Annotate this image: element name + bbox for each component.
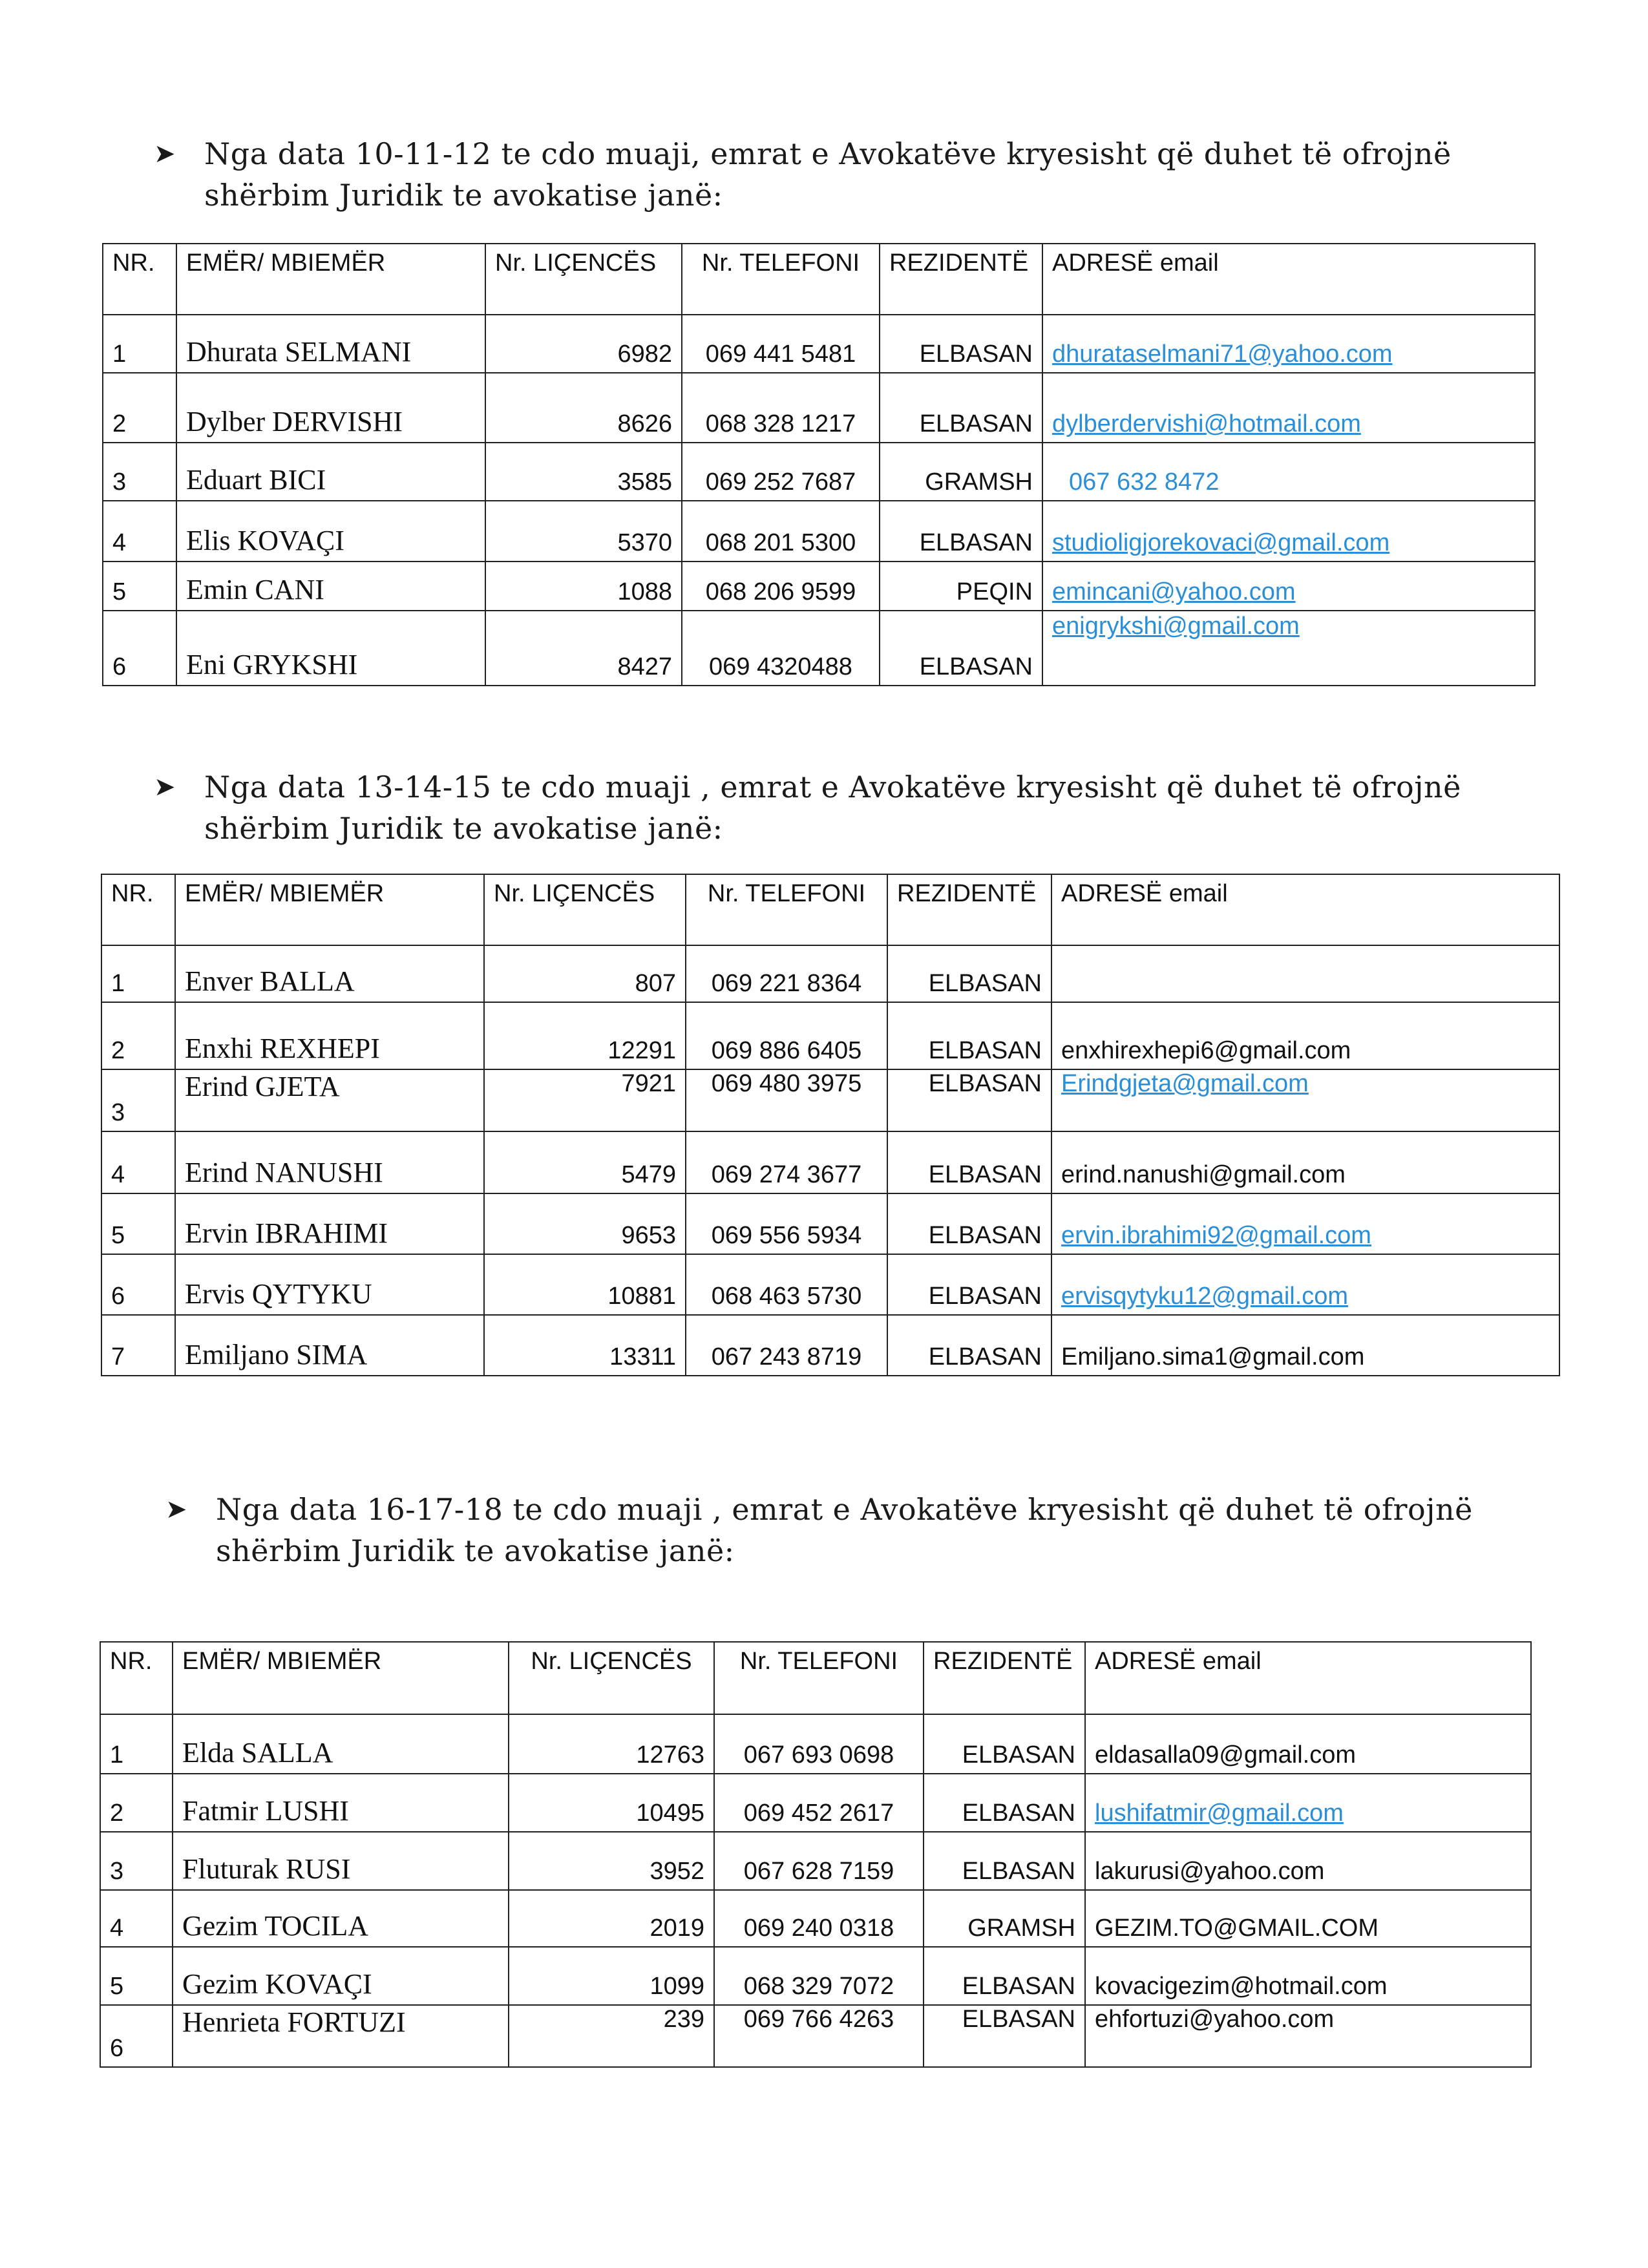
email-link[interactable]: Erindgjeta@gmail.com [1051,1069,1559,1131]
resident-city: ELBASAN [924,2005,1085,2067]
heading-line: shërbim Juridik te avokatise janë: [204,811,723,846]
table-row [100,1890,1531,1947]
table-row [100,1714,1531,1774]
table-header-row [100,1642,1531,1714]
row-number: 5 [100,1947,173,2005]
header-name: EMËR/ MBIEMËR [176,244,485,315]
header-phone: Nr. TELEFONI [714,1642,924,1714]
header-phone: Nr. TELEFONI [686,874,887,945]
phone-number: 069 4320488 [682,611,880,686]
license-number: 1088 [485,562,682,611]
email-text: GEZIM.TO@GMAIL.COM [1085,1890,1531,1947]
resident-city: ELBASAN [887,1069,1051,1131]
table-row [103,443,1535,501]
phone-number: 069 452 2617 [714,1774,924,1832]
email-text: Emiljano.sima1@gmail.com [1051,1315,1559,1376]
license-number: 12763 [509,1714,714,1774]
row-number: 4 [103,501,176,562]
lawyers-table [102,243,1536,686]
resident-city: ELBASAN [924,1832,1085,1890]
lawyers-table [101,874,1560,1376]
table-row [103,611,1535,686]
phone-number: 068 463 5730 [686,1254,887,1315]
row-number: 2 [101,1002,175,1069]
resident-city: ELBASAN [887,1002,1051,1069]
row-number: 6 [100,2005,173,2067]
lawyer-name: Ervin IBRAHIMI [175,1193,484,1254]
resident-city: ELBASAN [924,1947,1085,2005]
email-link[interactable]: lushifatmir@gmail.com [1085,1774,1531,1832]
license-number: 7921 [484,1069,686,1131]
lawyer-name: Gezim KOVAÇI [173,1947,509,2005]
table-row [101,945,1559,1002]
license-number: 239 [509,2005,714,2067]
resident-city: ELBASAN [880,501,1042,562]
row-number: 1 [101,945,175,1002]
row-number: 2 [100,1774,173,1832]
license-number: 9653 [484,1193,686,1254]
table-header-row [101,874,1559,945]
lawyer-name: Enxhi REXHEPI [175,1002,484,1069]
license-number: 13311 [484,1315,686,1376]
lawyer-name: Eni GRYKSHI [176,611,485,686]
resident-city: ELBASAN [887,1254,1051,1315]
license-number: 10881 [484,1254,686,1315]
row-number: 4 [101,1131,175,1193]
email-text: enxhirexhepi6@gmail.com [1051,1002,1559,1069]
table-row [101,1069,1559,1131]
row-number: 6 [101,1254,175,1315]
resident-city: PEQIN [880,562,1042,611]
heading-line: shërbim Juridik te avokatise janë: [216,1533,735,1568]
email-phone-text: 067 632 8472 [1042,443,1535,501]
lawyer-name: Dylber DERVISHI [176,373,485,443]
phone-number: 069 252 7687 [682,443,880,501]
email-link[interactable]: emincani@yahoo.com [1042,562,1535,611]
header-name: EMËR/ MBIEMËR [173,1642,509,1714]
arrow-bullet-icon: ➤ [154,772,176,802]
license-number: 8626 [485,373,682,443]
row-number: 2 [103,373,176,443]
heading-line: Nga data 16-17-18 te cdo muaji , emrat e Avokatëve kryesisht që duhet të ofrojnë [216,1492,1473,1527]
phone-number: 068 329 7072 [714,1947,924,2005]
header-name: EMËR/ MBIEMËR [175,874,484,945]
header-resident: REZIDENTË [887,874,1051,945]
license-number: 5479 [484,1131,686,1193]
phone-number: 069 221 8364 [686,945,887,1002]
row-number: 1 [103,315,176,373]
row-number: 6 [103,611,176,686]
email-text: ehfortuzi@yahoo.com [1085,2005,1531,2067]
email-text: eldasalla09@gmail.com [1085,1714,1531,1774]
phone-number: 069 274 3677 [686,1131,887,1193]
resident-city: ELBASAN [880,373,1042,443]
lawyer-name: Emiljano SIMA [175,1315,484,1376]
license-number: 6982 [485,315,682,373]
table-header-row [103,244,1535,315]
license-number: 3952 [509,1832,714,1890]
header-nr: NR. [100,1642,173,1714]
license-number: 12291 [484,1002,686,1069]
phone-number: 069 886 6405 [686,1002,887,1069]
license-number: 807 [484,945,686,1002]
license-number: 5370 [485,501,682,562]
license-number: 1099 [509,1947,714,2005]
lawyer-name: Henrieta FORTUZI [173,2005,509,2067]
email-link[interactable]: ervisqytyku12@gmail.com [1051,1254,1559,1315]
lawyer-name: Fatmir LUSHI [173,1774,509,1832]
phone-number: 068 206 9599 [682,562,880,611]
phone-number: 069 556 5934 [686,1193,887,1254]
email-text: lakurusi@yahoo.com [1085,1832,1531,1890]
lawyer-name: Enver BALLA [175,945,484,1002]
email-text: kovacigezim@hotmail.com [1085,1947,1531,2005]
table-row [103,373,1535,443]
header-email: ADRESË email [1042,244,1535,315]
table-row [103,315,1535,373]
table-row [103,501,1535,562]
row-number: 3 [103,443,176,501]
email-link[interactable]: dhurataselmani71@yahoo.com [1042,315,1535,373]
heading-line: shërbim Juridik te avokatise janë: [204,178,723,213]
lawyer-name: Elis KOVAÇI [176,501,485,562]
resident-city: ELBASAN [887,1131,1051,1193]
row-number: 5 [103,562,176,611]
lawyer-name: Emin CANI [176,562,485,611]
table-row [103,562,1535,611]
header-license: Nr. LIÇENCËS [484,874,686,945]
header-phone: Nr. TELEFONI [682,244,880,315]
table-row [101,1193,1559,1254]
license-number: 2019 [509,1890,714,1947]
header-resident: REZIDENTË [880,244,1042,315]
resident-city: ELBASAN [924,1714,1085,1774]
lawyer-name: Fluturak RUSI [173,1832,509,1890]
lawyers-table [100,1641,1532,2068]
lawyer-name: Gezim TOCILA [173,1890,509,1947]
email-link[interactable]: studioligjorekovaci@gmail.com [1042,501,1535,562]
section-heading [154,766,1461,849]
phone-number: 069 240 0318 [714,1890,924,1947]
phone-number: 069 441 5481 [682,315,880,373]
lawyer-name: Ervis QYTYKU [175,1254,484,1315]
resident-city: ELBASAN [880,315,1042,373]
row-number: 3 [100,1832,173,1890]
table-row [101,1315,1559,1376]
table-row [100,2005,1531,2067]
arrow-bullet-icon: ➤ [154,139,176,169]
resident-city: ELBASAN [880,611,1042,686]
license-number: 8427 [485,611,682,686]
phone-number: 068 201 5300 [682,501,880,562]
resident-city: GRAMSH [924,1890,1085,1947]
header-resident: REZIDENTË [924,1642,1085,1714]
lawyer-name: Dhurata SELMANI [176,315,485,373]
heading-line: Nga data 13-14-15 te cdo muaji , emrat e Avokatëve kryesisht që duhet të ofrojnë [204,770,1461,804]
row-number: 5 [101,1193,175,1254]
table-row [100,1832,1531,1890]
email-text: erind.nanushi@gmail.com [1051,1131,1559,1193]
row-number: 4 [100,1890,173,1947]
header-license: Nr. LIÇENCËS [509,1642,714,1714]
phone-number: 068 328 1217 [682,373,880,443]
section-heading [165,1489,1473,1571]
arrow-bullet-icon: ➤ [165,1495,187,1524]
lawyer-name: Erind NANUSHI [175,1131,484,1193]
license-number: 3585 [485,443,682,501]
row-number: 7 [101,1315,175,1376]
email-link[interactable]: enigrykshi@gmail.com [1042,611,1535,686]
email-text [1051,945,1559,1002]
table-row [100,1774,1531,1832]
email-link[interactable]: ervin.ibrahimi92@gmail.com [1051,1193,1559,1254]
phone-number: 067 693 0698 [714,1714,924,1774]
resident-city: ELBASAN [887,945,1051,1002]
resident-city: ELBASAN [924,1774,1085,1832]
lawyer-name: Erind GJETA [175,1069,484,1131]
header-license: Nr. LIÇENCËS [485,244,682,315]
table-row [100,1947,1531,2005]
header-nr: NR. [101,874,175,945]
resident-city: GRAMSH [880,443,1042,501]
phone-number: 067 628 7159 [714,1832,924,1890]
license-number: 10495 [509,1774,714,1832]
phone-number: 067 243 8719 [686,1315,887,1376]
section-heading [154,133,1452,216]
lawyer-name: Eduart BICI [176,443,485,501]
table-row [101,1131,1559,1193]
heading-line: Nga data 10-11-12 te cdo muaji, emrat e Avokatëve kryesisht që duhet të ofrojnë [204,136,1452,171]
header-email: ADRESË email [1085,1642,1531,1714]
phone-number: 069 766 4263 [714,2005,924,2067]
header-nr: NR. [103,244,176,315]
table-row [101,1002,1559,1069]
resident-city: ELBASAN [887,1193,1051,1254]
row-number: 1 [100,1714,173,1774]
phone-number: 069 480 3975 [686,1069,887,1131]
lawyer-name: Elda SALLA [173,1714,509,1774]
resident-city: ELBASAN [887,1315,1051,1376]
header-email: ADRESË email [1051,874,1559,945]
email-link[interactable]: dylberdervishi@hotmail.com [1042,373,1535,443]
table-row [101,1254,1559,1315]
row-number: 3 [101,1069,175,1131]
